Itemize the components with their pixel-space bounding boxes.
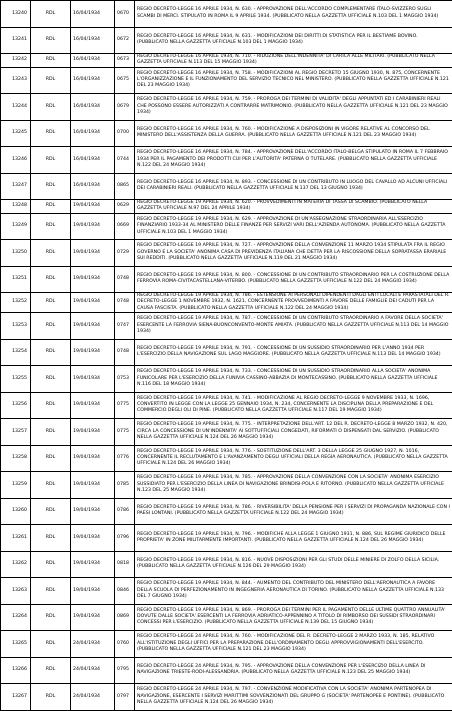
table-row — [1, 173, 452, 200]
table-row — [1, 445, 452, 472]
decree-number-cell: 13257 — [1, 419, 31, 446]
table-row — [1, 120, 452, 147]
decree-description-cell: REGIO DECRETO-LEGGE 19 APRILE 1934, N. 733. - CONCESSIONE DI UN SUSSIDIO STRAORDINARIO ALLA SOCIETA' ANONIMA FUNICOLARE PER L'ESERCIZIO DELLA FUNIVIA CASSINO-ABBAZIA DI MONTECASSINO. (PUBBLICATO NELLA GAZZETTA UFFICIALE N.116 DEL 18 MAGGIO 1934) — [135, 366, 452, 393]
decree-table-body — [1, 1, 452, 711]
decree-type-cell: RDL — [31, 240, 71, 267]
decree-number-cell: 13259 — [1, 472, 31, 499]
decree-page-cell: 0753 — [115, 366, 135, 393]
decree-type-cell: RDL — [31, 631, 71, 658]
decree-description-cell: REGIO DECRETO-LEGGE 19 APRILE 1934, N. 727. - APPROVAZIONE DELLA CONVENZIONE 11 MARZO 1934 STIPULATA FRA IL REGIO GOVERNO E LA SOCIETA' ANONIMA CASA DI PREVIDENZA ITALIANA CHE DETTA PER LA RISCOSSIONE DELLA SOPRATASSA ERARIALE SUI REDDITI. (PUBBLICATO NELLA GAZZETTA UFFICIALE N.119 DEL 21 MAGGIO 1934) — [135, 240, 452, 267]
decree-page-cell: 0797 — [115, 684, 135, 711]
decree-number-cell: 13244 — [1, 94, 31, 121]
decree-type-cell: RDL — [31, 419, 71, 446]
decree-number-cell: 13260 — [1, 498, 31, 525]
decree-date-cell: 19/04/1934 — [71, 200, 115, 214]
decree-type-cell: RDL — [31, 366, 71, 393]
table-row — [1, 213, 452, 240]
table-row — [1, 54, 452, 68]
decree-page-cell: 0669 — [115, 213, 135, 240]
table-row — [1, 200, 452, 214]
decree-page-cell: 0775 — [115, 392, 135, 419]
decree-page-cell: 0795 — [115, 657, 135, 684]
decree-type-cell: RDL — [31, 266, 71, 293]
decree-description-cell: REGIO DECRETO-LEGGE 19 APRILE 1934, N. 844. - AUMENTO DEL CONTRIBUTO DEL MINISTERO DELL'AERONAUTICA A FAVORE DELLA SCUOLA DI PERFEZIONAMENTO IN INGEGNERIA AERONAUTICA DI TORINO. (PUBBLICATO NELLA GAZZETTA UFFICIALE N.133 DEL 7 GIUGNO 1934) — [135, 578, 452, 605]
table-row — [1, 94, 452, 121]
decree-date-cell: 19/04/1934 — [71, 604, 115, 631]
decree-page-cell: 0776 — [115, 445, 135, 472]
decree-number-cell: 13246 — [1, 147, 31, 174]
decree-page-cell: 0629 — [115, 200, 135, 214]
decree-page-cell: 0818 — [115, 551, 135, 578]
decree-description-cell: REGIO DECRETO-LEGGE 24 APRILE 1934, N. 795. - APPROVAZIONE DELLA CONVENZIONE PER L'ESERCIZIO DELLA LINEA DI NAVIGAZIONE TRIESTE-RODI-ALESSANDRIA. (PUBBLICATO NELLA GAZZETTA UFFICIALE N.123 DEL 25 MAGGIO 1934) — [135, 657, 452, 684]
decree-date-cell: 16/04/1934 — [71, 173, 115, 200]
table-row — [1, 551, 452, 578]
decree-page-cell: 0785 — [115, 472, 135, 499]
decree-date-cell: 19/04/1934 — [71, 313, 115, 340]
decree-number-cell: 13267 — [1, 684, 31, 711]
table-row — [1, 525, 452, 552]
decree-type-cell: RDL — [31, 498, 71, 525]
decree-number-cell: 13255 — [1, 366, 31, 393]
decree-description-cell: REGIO DECRETO-LEGGE 16 APRILE 1934, N. 631. - MODIFICAZIONI DEI DIRITTI DI STATISTICA PER IL BESTIAME BOVINO. (PUBBLICATO NELLA GAZZETTA UFFICIALE N.103 DEL 1 MAGGIO 1934) — [135, 27, 452, 54]
decree-page-cell: 0748 — [115, 266, 135, 293]
decree-type-cell: RDL — [31, 147, 71, 174]
table-row — [1, 27, 452, 54]
decree-page-cell: 0744 — [115, 147, 135, 174]
decree-type-cell: RDL — [31, 94, 71, 121]
decree-date-cell: 16/04/1934 — [71, 27, 115, 54]
decree-type-cell: RDL — [31, 200, 71, 214]
decree-type-cell: RDL — [31, 313, 71, 340]
decree-date-cell: 19/04/1934 — [71, 525, 115, 552]
decree-description-cell: REGIO DECRETO-LEGGE 16 APRILE 1934, N. 710. - RIDUZIONE DELL'INDENNITA' DI CARICA ALLE MILITARI. (PUBBLICATO NELLA GAZZETTA UFFICIALE N.113 DEL 15 MAGGIO 1934) — [135, 54, 452, 68]
decree-description-cell: REGIO DECRETO-LEGGE 19 APRILE 1934, N. 786. - RIVERSIBILITA' DELLA PENSIONE PER I SERVIZI DI PROPAGANDA NAZIONALE CON I PAESI LONTANI. (PUBBLICATO NELLA GAZZETTA UFFICIALE N.122 DEL 24 MAGGIO 1934) — [135, 498, 452, 525]
decree-date-cell: 19/04/1934 — [71, 366, 115, 393]
decree-page-cell: 0679 — [115, 94, 135, 121]
decree-type-cell: RDL — [31, 445, 71, 472]
table-row — [1, 419, 452, 446]
decree-number-cell: 13243 — [1, 67, 31, 94]
decree-date-cell: 19/04/1934 — [71, 392, 115, 419]
decree-description-cell: REGIO DECRETO-LEGGE 16 APRILE 1934, N. 630. - APPROVAZIONE DELL'ACCORDO COMPLEMENTARE ITALO-SVIZZERO SUGLI SCAMBI DI MERCI. STIPULATO IN ROMA IL 9 APRILE 1934. (PUBBLICATO NELLA GAZZETTA UFFICIALE N.103 DEL 1 MAGGIO 1934) — [135, 1, 452, 28]
decree-description-cell: REGIO DECRETO-LEGGE 19 APRILE 1934, N. 869. - PROROGA DEI TERMINI PER IL PAGAMENTO DELLE ULTIME QUATTRO ANNUALITA' DOVUTE DALLE SOCIETA' ESERCENTI LA FERROVIA ADRIATICO-APPENNINO A TITOLO DI RIMBORSO DEI SUSSIDI STRAORDINARI CONCESSI PER L'ESERCIZIO. (PUBBLICATO NELLA GAZZETTA UFFICIALE N.139 DEL 15 GIUGNO 1934) — [135, 604, 452, 631]
decree-number-cell: 13251 — [1, 266, 31, 293]
decree-page-cell: 0747 — [115, 313, 135, 340]
table-row — [1, 392, 452, 419]
table-row — [1, 147, 452, 174]
decree-page-cell: 0846 — [115, 578, 135, 605]
decree-type-cell: RDL — [31, 392, 71, 419]
decree-number-cell: 13253 — [1, 313, 31, 340]
decree-type-cell: RDL — [31, 525, 71, 552]
decree-number-cell: 13242 — [1, 54, 31, 68]
decree-description-cell: REGIO DECRETO-LEGGE 19 APRILE 1934, N. 620. - PROVVEDIMENTI IN MATERIA DI TASSA DI SCAMBIO. (PUBBLICATO NELLA GAZZETTA UFFICIALE N.97 DEL 24 APRILE 1934) — [135, 200, 452, 214]
decree-description-cell: REGIO DECRETO-LEGGE 16 APRILE 1934, N. 759. - PROROGA DEI TERMINI DI VALIDITA' DEGLI APPUNTATI ED I CARABINIERI REALI CHE POSSONO ESSERE AUTORIZZATI A CONTRARRE MATRIMONIO. (PUBBLICATO NELLA GAZZETTA UFFICIALE N.121 DEL 23 MAGGIO 1934) — [135, 94, 452, 121]
decree-number-cell: 13241 — [1, 27, 31, 54]
decree-date-cell: 16/04/1934 — [71, 120, 115, 147]
decree-type-cell: RDL — [31, 1, 71, 28]
decree-date-cell: 19/04/1934 — [71, 498, 115, 525]
decree-page-cell: 0865 — [115, 173, 135, 200]
table-row — [1, 684, 452, 711]
decree-page-cell: 0700 — [115, 120, 135, 147]
decree-number-cell: 13245 — [1, 120, 31, 147]
table-row — [1, 472, 452, 499]
decree-description-cell: REGIO DECRETO-LEGGE 19 APRILE 1934, N. 800. - CONCESSIONE DI UN CONTRIBUTO STRAORDINARIO PER LA COSTRUZIONE DELLA FERROVIA ROMA-CIVITACASTELLANA-VITERBO. (PUBBLICATO NELLA GAZZETTA UFFICIALE N.122 DEL 24 MAGGIO 1934) — [135, 266, 452, 293]
table-row — [1, 266, 452, 293]
decree-page-cell: 0748 — [115, 339, 135, 366]
decree-page-cell: 0786 — [115, 498, 135, 525]
decree-description-cell: REGIO DECRETO-LEGGE 19 APRILE 1934, N. 629. - APPROVAZIONE DI UN'ASSEGNAZIONE STRAORDINARIA ALL'ESERCIZIO FINANZIARIO 1933-34 AL MINISTERO DELLE FINANZE PER SERVIZI VARI DELL'AZIENDA AUTONOMA. (PUBBLICATO NELLA GAZZETTA UFFICIALE N.103 DEL 1 MAGGIO 1934) — [135, 213, 452, 240]
decree-type-cell: RDL — [31, 684, 71, 711]
table-row — [1, 578, 452, 605]
decree-page-cell: 0675 — [115, 67, 135, 94]
decree-type-cell: RDL — [31, 604, 71, 631]
decree-number-cell: 13247 — [1, 173, 31, 200]
decree-description-cell: REGIO DECRETO-LEGGE 16 APRILE 1934, N. 784. - APPROVAZIONE DELL'ACCORDO ITALO-BELGA STIPULATO IN ROMA IL 7 FEBBRAIO 1934 PER IL PAGAMENTO DEI PRODOTTI CUI PER L'AUTORITA' PATERNA O TUTELARE. (PUBBLICATO NELLA GAZZETTA UFFICIALE N.122 DEL 24 MAGGIO 1934) — [135, 147, 452, 174]
decree-date-cell: 16/04/1934 — [71, 94, 115, 121]
decree-number-cell: 13250 — [1, 240, 31, 267]
decree-page-cell: 0869 — [115, 604, 135, 631]
decree-description-cell: REGIO DECRETO-LEGGE 19 APRILE 1934, N. 816. - NUOVE DISPOSIZIONI PER GLI STUDI DELLE MINIERE DI ZOLFO DELLA SICILIA. (PUBBLICATO NELLA GAZZETTA UFFICIALE N.126 DEL 29 MAGGIO 1934) — [135, 551, 452, 578]
decree-type-cell: RDL — [31, 657, 71, 684]
decree-description-cell: REGIO DECRETO-LEGGE 19 APRILE 1934, N. 791. - CONCESSIONE DI UN SUSSIDIO STRAORDINARIO PER L'ANNO 1934 PER L'ESERCIZIO DELLA NAVIGAZIONE SUL LAGO MAGGIORE. (PUBBLICATO NELLA GAZZETTA UFFICIALE N.113 DEL 14 MAGGIO 1934) — [135, 339, 452, 366]
decree-date-cell: 16/04/1934 — [71, 147, 115, 174]
decree-number-cell: 13254 — [1, 339, 31, 366]
table-row — [1, 366, 452, 393]
decree-number-cell: 13263 — [1, 578, 31, 605]
decree-date-cell: 19/04/1934 — [71, 578, 115, 605]
decree-page-cell: 0760 — [115, 631, 135, 658]
decree-description-cell: REGIO DECRETO-LEGGE 19 APRILE 1934, N. 741. - MODIFICAZIONE AL REGIO DECRETO-LEGGE 9 NOVEMBRE 1933, N. 1696, CONVERTITO IN LEGGE CON LA LEGGE 25 GENNAIO 1934, N. 234, CONCERNENTE LA DISCIPLINA DELLA PREPARAZIONE E DEL COMMERCIO DEGLI OLI DI PINE. (PUBBLICATO NELLA GAZZETTA UFFICIALE N.117 DEL 19 MAGGIO 1934) — [135, 392, 452, 419]
decree-type-cell: RDL — [31, 213, 71, 240]
decree-description-cell: REGIO DECRETO-LEGGE 24 APRILE 1934, N. 760. - MODIFICAZIONE DEL R. DECRETO-LEGGE 2 MARZO 1933, N. 185, RELATIVO ALL'ISTITUZIONE DEGLI UFFICI PER LA PREPARAZIONE DELL'ORDINAMENTO DEGLI APPROVVIGIONAMENTI DELL'ESERCITO. (PUBBLICATO NELLA GAZZETTA UFFICIALE N.121 DEL 23 MAGGIO 1934) — [135, 631, 452, 658]
decree-number-cell: 13256 — [1, 392, 31, 419]
table-row — [1, 631, 452, 658]
decree-page-cell: 0670 — [115, 1, 135, 28]
decree-date-cell: 19/04/1934 — [71, 339, 115, 366]
decree-type-cell: RDL — [31, 173, 71, 200]
decree-date-cell: 19/04/1934 — [71, 240, 115, 267]
decree-type-cell: RDL — [31, 27, 71, 54]
decree-number-cell: 13248 — [1, 200, 31, 214]
decree-page-cell: 0775 — [115, 419, 135, 446]
table-row — [1, 339, 452, 366]
table-row — [1, 313, 452, 340]
decree-number-cell: 13252 — [1, 293, 31, 313]
decree-type-cell: RDL — [31, 54, 71, 68]
decree-description-cell: REGIO DECRETO-LEGGE 19 APRILE 1934, N. 796. - MODIFICHE ALLA LEGGE 1 GIUGNO 1931, N. 886, SUL REGIME GIURIDICO DELLE PROPRIETA' IN ZONE MILITARMENTE IMPORTANTI. (PUBBLICATO NELLA GAZZETTA UFFICIALE N.124 DEL 26 MAGGIO 1934) — [135, 525, 452, 552]
decree-number-cell: 13249 — [1, 213, 31, 240]
table-row — [1, 293, 452, 313]
decree-description-cell: REGIO DECRETO-LEGGE 19 APRILE 1934, N. 775. - INTERPRETAZIONE DELL'ART. 12 DEL R. DECRETO-LEGGE 8 MARZO 1932, N. 420, CIRCA LA CONCESSIONE DI UN'INDENNITA' AI SOTTUFFICIALI CONGEDATI, RIFORMATI O DISPENSATI DAL SERVIZIO. (PUBBLICATO NELLA GAZZETTA UFFICIALE N.124 DEL 26 MAGGIO 1934) — [135, 419, 452, 446]
decree-date-cell: 24/04/1934 — [71, 631, 115, 658]
decree-description-cell: REGIO DECRETO-LEGGE 19 APRILE 1934, N. 785. - APPROVAZIONE DELLA CONVENZIONE CON LA SOCIETA' ANONIMA ESERCIZIO SUSSIDIATO PER L'ESERCIZIO DELLA LINEA DI NAVIGAZIONE BRINDISI-POLA E RITORNO. (PUBBLICATO NELLA GAZZETTA UFFICIALE N.123 DEL 25 MAGGIO 1934) — [135, 472, 452, 499]
decree-date-cell: 19/04/1934 — [71, 419, 115, 446]
decree-type-cell: RDL — [31, 472, 71, 499]
decree-page-cell: 0672 — [115, 27, 135, 54]
decree-type-cell: RDL — [31, 551, 71, 578]
decree-type-cell: RDL — [31, 339, 71, 366]
decree-description-cell: REGIO DECRETO-LEGGE 19 APRILE 1934, N. 786. - ESTENSIONE AI PERSONALI DIPENDENTI DAGLI ENTI LOCALI E PARASTATALI DEL R. DECRETO-LEGGE 1 NOVEMBRE 1932, N. 1621, CONCERNENTE PROVVEDIMENTI A FAVORE DELLE FAMIGLIE DEI CADUTI PER LA CAUSA FASCISTA. (PUBBLICATO NELLA GAZZETTA UFFICIALE N.122 DEL 24 MAGGIO 1934) — [135, 293, 452, 313]
decree-number-cell: 13266 — [1, 657, 31, 684]
decree-date-cell: 19/04/1934 — [71, 445, 115, 472]
decree-number-cell: 13264 — [1, 604, 31, 631]
table-row — [1, 498, 452, 525]
decree-date-cell: 19/04/1934 — [71, 551, 115, 578]
decree-type-cell: RDL — [31, 578, 71, 605]
decree-date-cell: 19/04/1934 — [71, 293, 115, 313]
decree-date-cell: 16/04/1934 — [71, 1, 115, 28]
decree-description-cell: REGIO DECRETO-LEGGE 24 APRILE 1934, N. 797. - CONVENZIONE MODIFICATIVA CON LA SOCIETA' ANONIMA PARTENOPEA DI NAVIGAZIONE, ESERCENTE I SERVIZI MARITTIMI SOVVENZIONATI DEL GRUPPO G (SOCIETA' PARTENOPEE E PONTINE). (PUBBLICATO NELLA GAZZETTA UFFICIALE N.124 DEL 26 MAGGIO 1934) — [135, 684, 452, 711]
decree-page-cell: 0729 — [115, 240, 135, 267]
decree-date-cell: 24/04/1934 — [71, 684, 115, 711]
table-row — [1, 657, 452, 684]
decree-description-cell: REGIO DECRETO-LEGGE 16 APRILE 1934, N. 758. - MODIFICAZIONI AL REGIO DECRETO 15 GIUGNO 1930, N. 875, CONCERNENTE L'ORGANIZZAZIONE E IL FUNZIONAMENTO DEL SERVIZIO TECNICO NEL MINISTERO. (PUBBLICATO NELLA GAZZETTA UFFICIALE N.121 DEL 23 MAGGIO 1934) — [135, 67, 452, 94]
table-row — [1, 1, 452, 28]
decree-number-cell: 13240 — [1, 1, 31, 28]
decree-type-cell: RDL — [31, 67, 71, 94]
decree-page-cell: 0673 — [115, 54, 135, 68]
decree-type-cell: RDL — [31, 293, 71, 313]
table-row — [1, 240, 452, 267]
table-row — [1, 604, 452, 631]
decree-number-cell: 13261 — [1, 525, 31, 552]
decree-page-cell: 0796 — [115, 525, 135, 552]
decree-description-cell: REGIO DECRETO-LEGGE 19 APRILE 1934, N. 776. - SOSTITUZIONE DELL'ART. 3 DELLA LEGGE 25 GIUGNO 1927, N. 1016, CONCERNENTE IL RECLUTAMENTO E L'AVANZAMENTO DEGLI UFFICIALI DELLA REGIA AERONAUTICA. (PUBBLICATO NELLA GAZZETTA UFFICIALE N.124 DEL 26 MAGGIO 1934) — [135, 445, 452, 472]
decree-page-cell: 0748 — [115, 293, 135, 313]
decree-description-cell: REGIO DECRETO-LEGGE 16 APRILE 1934, N. 760. - MODIFICAZIONE A DISPOSIZIONI IN VIGORE RELATIVE AL CONCORSO DEL MINISTERO DELL'ASSISTENZA DELLA GUERRA. (PUBBLICATO NELLA GAZZETTA UFFICIALE N.121 DEL 23 MAGGIO 1934) — [135, 120, 452, 147]
decree-number-cell: 13258 — [1, 445, 31, 472]
decree-description-cell: REGIO DECRETO-LEGGE 19 APRILE 1934, N. 787. - CONCESSIONE DI UN CONTRIBUTO STRAORDINARIO A FAVORE DELLA SOCIETA' ESERCENTE LA FERROVIA SIENA-BUONCONVENTO-MONTE AMIATA. (PUBBLICATO NELLA GAZZETTA UFFICIALE N.113 DEL 14 MAGGIO 1934) — [135, 313, 452, 340]
decree-number-cell: 13265 — [1, 631, 31, 658]
decree-date-cell: 19/04/1934 — [71, 213, 115, 240]
decree-type-cell: RDL — [31, 120, 71, 147]
table-row — [1, 67, 452, 94]
decree-number-cell: 13262 — [1, 551, 31, 578]
decree-description-cell: REGIO DECRETO-LEGGE 16 APRILE 1934, N. 893. - CONCESSIONE DI UN CONTRIBUTO IN LUOGO DEL CAVALLO AD ALCUNI UFFICIALI DEI CARABINIERI REALI. (PUBBLICATO NELLA GAZZETTA UFFICIALE N.137 DEL 13 GIUGNO 1934) — [135, 173, 452, 200]
decree-date-cell: 16/04/1934 — [71, 54, 115, 68]
decree-date-cell: 16/04/1934 — [71, 67, 115, 94]
decree-date-cell: 24/04/1934 — [71, 657, 115, 684]
decree-date-cell: 19/04/1934 — [71, 472, 115, 499]
decree-date-cell: 19/04/1934 — [71, 266, 115, 293]
